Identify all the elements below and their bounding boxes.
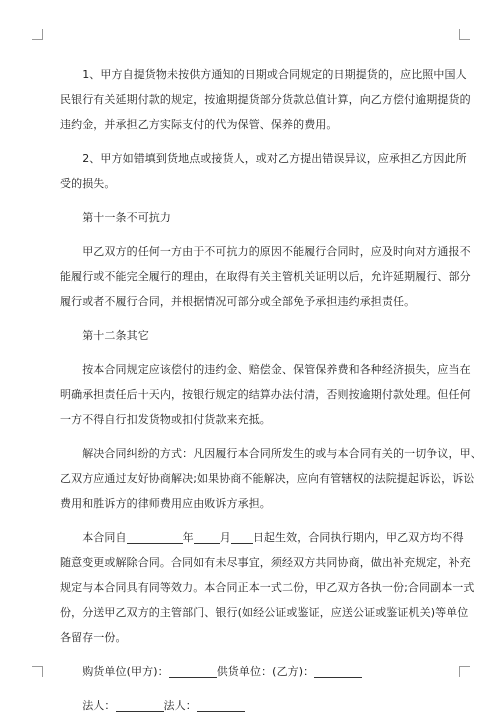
text-line: 费用和胜诉方的律师费用应由败诉方承担。 — [60, 497, 271, 510]
paragraph-dispute — [60, 441, 482, 516]
crop-mark-top-right — [459, 29, 470, 40]
text-line: 解决合同纠纷的方式：凡因履行本合同所发生的或与本合同有关的一切争议，甲、 — [60, 447, 482, 460]
paragraph-self-pickup — [60, 62, 471, 137]
paragraph-effective-date — [60, 525, 475, 650]
text-line: 民银行有关延期付款的规定，按逾期提货部分货款总值计算，向乙方偿付逾期提货的 — [60, 93, 471, 106]
legal-blank-buyer — [116, 698, 164, 712]
text-line: 一方不得自行扣发货物或扣付货款来充抵。 — [60, 413, 271, 426]
text-line: 受的损失。 — [60, 177, 116, 190]
text-line: 份，分送甲乙双方的主管部门、银行(如经公证或鉴证，应送公证或鉴证机关)等单位 — [60, 606, 469, 619]
paragraph-force-majeure — [60, 239, 471, 314]
text-line: 按本合同规定应该偿付的违约金、赔偿金、保管保养费和各种经济损失，应当在 — [60, 363, 471, 376]
section-heading-force-majeure: 第十一条不可抗力 — [60, 211, 171, 224]
text-line: 1、甲方自提货物未按供方通知的日期或合同规定的日期提货的，应比照中国人 — [60, 68, 467, 81]
legal-label-buyer: 法人： — [60, 699, 116, 712]
text-line: 2、甲方如错填到货地点或接货人，或对乙方提出错误异议，应承担乙方因此所 — [60, 152, 467, 165]
day-blank — [231, 530, 253, 544]
section-heading-other: 第十二条其它 — [60, 329, 149, 342]
text-line: 履行或者不履行合同，并根据情况可部分或全部免予承担违约承担责任。 — [60, 295, 416, 308]
text-line: 乙双方应通过友好协商解决;如果协商不能解决，应向有管辖权的法院提起诉讼，诉讼 — [60, 472, 475, 485]
buyer-label: 购货单位(甲方)： — [60, 665, 169, 678]
effective-suffix: 日起生效，合同执行期内，甲乙双方均不得 — [252, 531, 464, 544]
month-blank — [194, 530, 220, 544]
crop-mark-top-left — [32, 29, 43, 40]
seller-blank — [314, 664, 362, 678]
text-line: 各留存一份。 — [60, 631, 127, 644]
paragraph-payment — [60, 357, 471, 432]
legal-blank-seller — [197, 698, 245, 712]
text-line-effective-date — [60, 525, 464, 550]
buyer-blank — [169, 664, 217, 678]
legal-label-seller: 法人： — [163, 699, 197, 712]
crop-mark-bottom-left — [32, 666, 43, 677]
year-label: 年 — [182, 531, 194, 544]
text-line: 规定与本合同具有同等效力。本合同正本一式二份，甲乙双方各执一份;合同副本一式 — [60, 581, 475, 594]
text-line: 能履行或不能完全履行的理由，在取得有关主管机关证明以后，允许延期履行、部分 — [60, 270, 471, 283]
crop-mark-bottom-right — [459, 666, 470, 677]
text-line: 甲乙双方的任何一方由于不可抗力的原因不能履行合同时，应及时向对方通报不 — [60, 245, 471, 258]
effective-prefix: 本合同自 — [60, 531, 127, 544]
document-body — [60, 62, 482, 718]
seller-label: 供货单位：(乙方)： — [216, 665, 315, 678]
paragraph-wrong-address — [60, 146, 467, 196]
year-blank — [127, 530, 183, 544]
signature-units-line — [60, 659, 442, 684]
month-label: 月 — [219, 531, 231, 544]
text-line: 明确承担责任后十天内，按银行规定的结算办法付清，否则按逾期付款处理。但任何 — [60, 388, 471, 401]
text-line: 违约金，并承担乙方实际支付的代为保管、保养的费用。 — [60, 118, 338, 131]
signature-legal-line — [60, 693, 442, 718]
text-line: 随意变更或解除合同。合同如有未尽事宜，须经双方共同协商，做出补充规定，补充 — [60, 556, 471, 569]
